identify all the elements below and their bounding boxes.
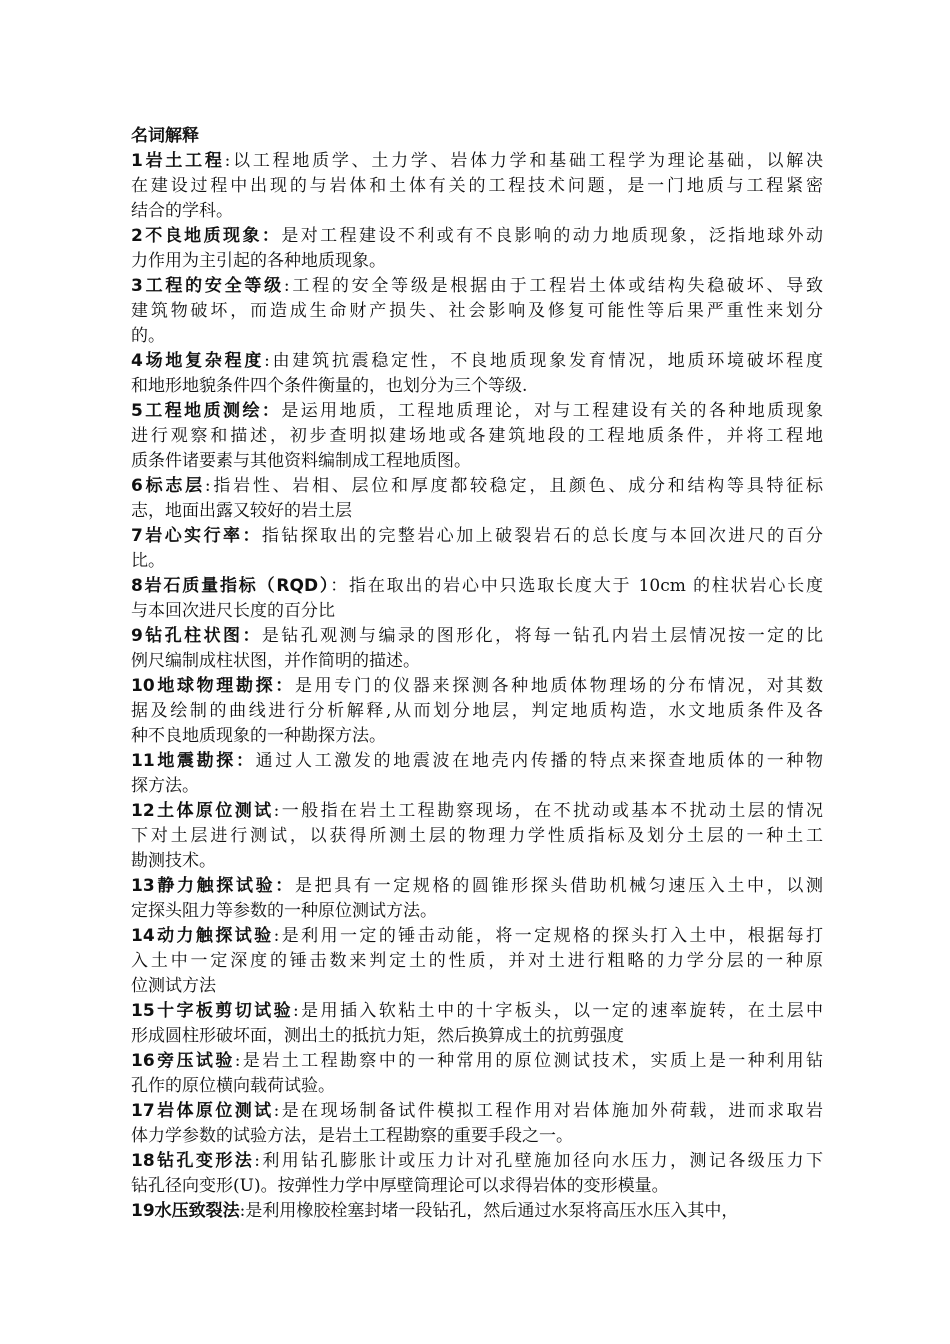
entry-term: 钻孔变形法: [154, 1151, 255, 1171]
entry-number: 2: [131, 226, 143, 246]
entry-text: 比。: [131, 551, 165, 571]
definition-line: [131, 774, 823, 799]
entry-text: 力作用为主引起的各种地质现象。: [131, 251, 386, 271]
entry-term: 岩体原位测试: [154, 1101, 274, 1121]
definition-entry: [131, 1099, 823, 1149]
entry-text: 是用专门的仪器来探测各种地质体物理场的分布情况，对其数: [294, 676, 823, 696]
entry-number: 18: [131, 1151, 155, 1171]
entry-text: :是利用一定的锤击动能，将一定规格的探头打入土中，根据每打: [273, 926, 823, 946]
entry-text: 是运用地质，工程地质理论，对与工程建设有关的各种地质现象: [281, 401, 823, 421]
entry-number: 17: [131, 1101, 155, 1121]
entry-number: 1: [131, 151, 143, 171]
entry-number: 15: [131, 1001, 155, 1021]
definition-line: [131, 524, 823, 549]
definition-line: [131, 624, 823, 649]
entry-text: 例尺编制成柱状图，并作简明的描述。: [131, 651, 420, 671]
entry-text: :指岩性、岩相、层位和厚度都较稳定，且颜色、成分和结构等具特征标: [204, 476, 823, 496]
entry-term: 工程地质测绘：: [142, 401, 282, 421]
entry-text: :利用钻孔膨胀计或压力计对孔壁施加径向水压力，测记各级压力下: [254, 1151, 823, 1171]
entry-text: :是利用橡胶栓塞封堵一段钻孔，然后通过水泵将高压水压入其中，: [239, 1201, 739, 1221]
definition-entry: [131, 749, 823, 799]
entry-number: 12: [131, 801, 155, 821]
definition-list: [131, 149, 823, 1224]
entry-number: 6: [131, 476, 143, 496]
entry-text: 志，地面出露又较好的岩土层: [131, 501, 352, 521]
entry-text: :是在现场制备试件模拟工程作用对岩体施加外荷载，进而求取岩: [273, 1101, 823, 1121]
definition-line: [131, 1024, 823, 1049]
entry-number: 13: [131, 876, 155, 896]
entry-text: 孔作的原位横向载荷试验。: [131, 1076, 335, 1096]
entry-text: :一般指在岩土工程勘察现场，在不扰动或基本不扰动土层的情况: [273, 801, 823, 821]
definition-line: [131, 799, 823, 824]
definition-entry: [131, 1199, 823, 1224]
definition-entry: [131, 1049, 823, 1099]
entry-text: 探方法。: [131, 776, 199, 796]
entry-term: 地球物理勘探：: [154, 676, 295, 696]
entry-text: 下对土层进行测试，以获得所测土层的物理力学性质指标及划分土层的一种土工: [131, 826, 823, 846]
document-page: [131, 124, 823, 1224]
entry-text: 勘测技术。: [131, 851, 216, 871]
entry-number: 11: [131, 751, 155, 771]
entry-text: 指钻探取出的完整岩心加上破裂岩石的总长度与本回次进尺的百分: [261, 526, 823, 546]
entry-term: 动力触探试验: [154, 926, 274, 946]
definition-line: [131, 674, 823, 699]
entry-text: 据及绘制的曲线进行分析解释,从而划分地层，判定地质构造，水文地质条件及各: [131, 701, 823, 721]
entry-number: 5: [131, 401, 143, 421]
definition-entry: [131, 274, 823, 349]
definition-line: [131, 649, 823, 674]
entry-text: :由建筑抗震稳定性，不良地质现象发育情况，地质环境破坏程度: [264, 351, 823, 371]
entry-text: 入土中一定深度的锤击数来判定土的性质，并对土进行粗略的力学分层的一种原: [131, 951, 823, 971]
entry-text: ：指在取出的岩心中只选取长度大于 10cm 的柱状岩心长度: [330, 576, 823, 596]
entry-text: 的。: [131, 326, 165, 346]
definition-line: [131, 574, 823, 599]
entry-text: 是把具有一定规格的圆锥形探头借助机械匀速压入土中，以测: [294, 876, 823, 896]
definition-line: [131, 499, 823, 524]
definition-line: [131, 699, 823, 724]
definition-line: [131, 149, 823, 174]
definition-entry: [131, 999, 823, 1049]
entry-text: 建筑物破坏，而造成生命财产损失、社会影响及修复可能性等后果严重性来划分: [131, 301, 823, 321]
entry-text: 是钻孔观测与编录的图形化，将每一钻孔内岩土层情况按一定的比: [261, 626, 823, 646]
entry-term: 工程的安全等级: [142, 276, 284, 296]
entry-text: 结合的学科。: [131, 201, 233, 221]
entry-term: 不良地质现象：: [142, 226, 282, 246]
definition-line: [131, 874, 823, 899]
entry-number: 4: [131, 351, 143, 371]
definition-line: [131, 1174, 823, 1199]
definition-entry: [131, 1149, 823, 1199]
entry-number: 7: [131, 526, 143, 546]
entry-term: 十字板剪切试验: [154, 1001, 294, 1021]
definition-line: [131, 849, 823, 874]
entry-text: :是岩土工程勘察中的一种常用的原位测试技术，实质上是一种利用钻: [234, 1051, 823, 1071]
entry-term: 场地复杂程度: [142, 351, 265, 371]
definition-line: [131, 274, 823, 299]
entry-term: 标志层: [142, 476, 205, 496]
definition-line: [131, 199, 823, 224]
definition-line: [131, 1149, 823, 1174]
entry-text: 进行观察和描述，初步查明拟建场地或各建筑地段的工程地质条件，并将工程地: [131, 426, 823, 446]
definition-line: [131, 749, 823, 774]
definition-line: [131, 549, 823, 574]
entry-text: 通过人工激发的地震波在地壳内传播的特点来探查地质体的一种物: [255, 751, 823, 771]
entry-term: 岩石质量指标（RQD）: [142, 576, 331, 596]
definition-entry: [131, 224, 823, 274]
entry-number: 14: [131, 926, 155, 946]
entry-text: 钻孔径向变形(U)。按弹性力学中厚壁筒理论可以求得岩体的变形模量。: [131, 1176, 669, 1196]
entry-term: 静力触探试验：: [154, 876, 295, 896]
definition-line: [131, 999, 823, 1024]
entry-text: 位测试方法: [131, 976, 216, 996]
definition-line: [131, 949, 823, 974]
definition-entry: [131, 524, 823, 574]
definition-line: [131, 1074, 823, 1099]
entry-text: 是对工程建设不利或有不良影响的动力地质现象，泛指地球外动: [281, 226, 823, 246]
definition-entry: [131, 399, 823, 474]
entry-text: 和地形地貌条件四个条件衡量的，也划分为三个等级.: [131, 376, 528, 396]
definition-line: [131, 1099, 823, 1124]
definition-line: [131, 399, 823, 424]
definition-line: [131, 174, 823, 199]
entry-term: 钻孔柱状图：: [142, 626, 262, 646]
entry-number: 3: [131, 276, 143, 296]
definition-entry: [131, 349, 823, 399]
entry-term: 土体原位测试: [154, 801, 274, 821]
entry-number: 19: [131, 1201, 155, 1221]
entry-term: 旁压试验: [154, 1051, 235, 1071]
entry-text: 质条件诸要素与其他资料编制成工程地质图。: [131, 451, 471, 471]
definition-entry: [131, 674, 823, 749]
section-heading: 名词解释: [131, 126, 199, 146]
entry-number: 9: [131, 626, 143, 646]
definition-entry: [131, 874, 823, 924]
entry-text: 种不良地质现象的一种勘探方法。: [131, 726, 386, 746]
definition-line: [131, 374, 823, 399]
definition-line: [131, 249, 823, 274]
definition-line: [131, 424, 823, 449]
entry-term: 岩土工程: [142, 151, 225, 171]
definition-line: [131, 449, 823, 474]
definition-line: [131, 1124, 823, 1149]
entry-text: 与本回次进尺长度的百分比: [131, 601, 335, 621]
entry-number: 16: [131, 1051, 155, 1071]
entry-text: :以工程地质学、土力学、岩体力学和基础工程学为理论基础，以解决: [224, 151, 823, 171]
definition-line: [131, 474, 823, 499]
definition-entry: [131, 924, 823, 999]
definition-entry: [131, 149, 823, 224]
entry-text: :是用插入软粘土中的十字板头，以一定的速率旋转，在土层中: [293, 1001, 823, 1021]
definition-line: [131, 724, 823, 749]
entry-text: 定探头阻力等参数的一种原位测试方法。: [131, 901, 437, 921]
entry-text: 在建设过程中出现的与岩体和土体有关的工程技术问题，是一门地质与工程紧密: [131, 176, 823, 196]
definition-entry: [131, 799, 823, 874]
entry-text: :工程的安全等级是根据由于工程岩土体或结构失稳破坏、导致: [283, 276, 823, 296]
definition-line: [131, 924, 823, 949]
entry-term: 地震勘探：: [154, 751, 256, 771]
definition-line: [131, 974, 823, 999]
entry-term: 水压致裂法: [154, 1201, 240, 1221]
definition-line: [131, 824, 823, 849]
definition-entry: [131, 474, 823, 524]
definition-line: [131, 899, 823, 924]
definition-line: [131, 599, 823, 624]
definition-line: [131, 1199, 823, 1224]
entry-number: 8: [131, 576, 143, 596]
definition-entry: [131, 574, 823, 624]
entry-number: 10: [131, 676, 155, 696]
definition-entry: [131, 624, 823, 674]
definition-line: [131, 349, 823, 374]
entry-term: 岩心实行率：: [142, 526, 262, 546]
definition-line: [131, 224, 823, 249]
entry-text: 体力学参数的试验方法，是岩土工程勘察的重要手段之一。: [131, 1126, 573, 1146]
definition-line: [131, 299, 823, 324]
entry-text: 形成圆柱形破坏面，测出土的抵抗力矩，然后换算成土的抗剪强度: [131, 1026, 624, 1046]
definition-line: [131, 1049, 823, 1074]
definition-line: [131, 324, 823, 349]
